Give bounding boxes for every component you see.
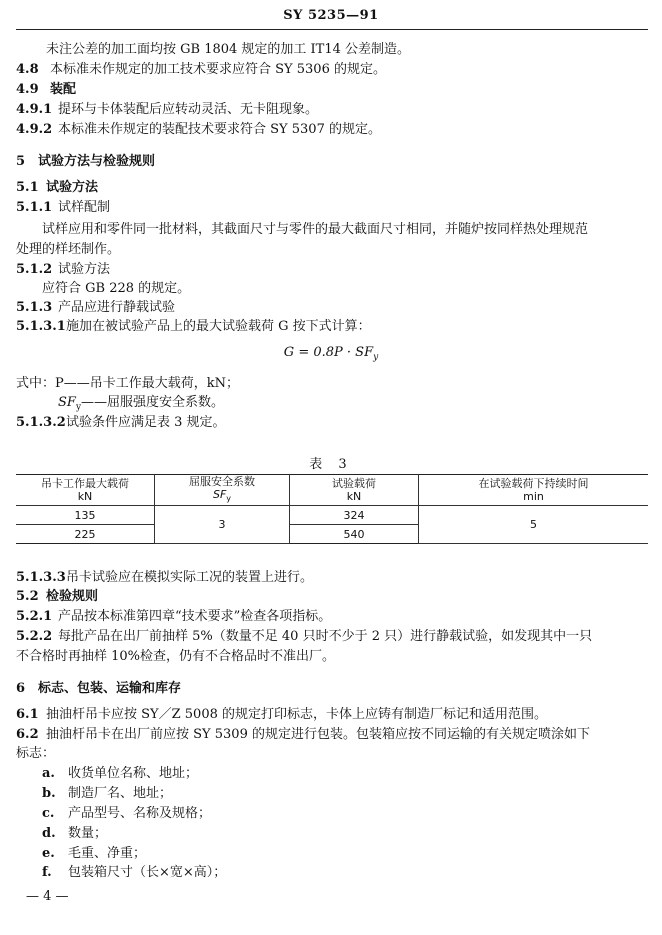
clause-5-1-3-2: 5.1.3.2试验条件应满足表 3 规定。 (16, 415, 226, 430)
paragraph-line: 应符合 GB 228 的规定。 (42, 281, 191, 296)
table-cell: 324 (290, 506, 419, 525)
clause-5-2-1: 5.2.1 产品按本标准第四章“技术要求”检查各项指标。 (16, 609, 332, 624)
table-header-cell: 吊卡工作最大载荷 kN (16, 475, 155, 506)
table-cell: 3 (155, 506, 290, 544)
list-item: d. 数量； (42, 826, 108, 841)
clause-5-1-2: 5.1.2 试验方法 (16, 262, 111, 277)
table-3 (16, 474, 648, 544)
section-5-heading: 5 试验方法与检验规则 (16, 154, 156, 169)
clause-5-2: 5.2 检验规则 (16, 589, 99, 604)
table-header-cell: 在试验载荷下持续时间 min (419, 475, 649, 506)
clause-4-9-2: 4.9.2 本标准未作规定的装配技术要求符合 SY 5307 的规定。 (16, 122, 381, 137)
where-sf-line: $SF_y——$屈服强度安全系数。 (58, 395, 225, 413)
clause-5-1-3-1: 5.1.3.1施加在被试验产品上的最大试验载荷 G 按下式计算： (16, 319, 371, 334)
paragraph-line: 试样应用和零件同一批材料，其截面尺寸与零件的最大截面尺寸相同，并随炉按同样热处理规范 (42, 222, 589, 237)
table-caption: 表 3 (309, 457, 353, 472)
table-cell: 225 (16, 525, 155, 544)
clause-5-2-2: 5.2.2 每批产品在出厂前抽样 5%（数量不足 40 只时不少于 2 只）进行静载试验，如发现其中一只 (16, 629, 593, 644)
list-item: a. 收货单位名称、地址； (42, 766, 199, 781)
list-item: c. 产品型号、名称及规格； (42, 806, 212, 821)
list-item: e. 毛重、净重； (42, 846, 147, 861)
equation: $G = 0.8P \cdot SF_y$ (283, 345, 379, 363)
paragraph-line: 处理的样坯制作。 (16, 242, 121, 257)
clause-5-1-3: 5.1.3 产品应进行静载试验 (16, 300, 176, 315)
page-header: SY 5235—91 (283, 8, 379, 23)
clause-4-9-1: 4.9.1 提环与卡体装配后应转动灵活、无卡阻现象。 (16, 102, 319, 117)
list-item: b. 制造厂名、地址； (42, 786, 173, 801)
header-rule (16, 29, 648, 30)
paragraph-line: 标志： (16, 746, 56, 761)
clause-5-1-3-3: 5.1.3.3吊卡试验应在模拟实际工况的装置上进行。 (16, 570, 314, 585)
clause-5-1: 5.1 试验方法 (16, 180, 99, 195)
section-6-heading: 6 标志、包装、运输和库存 (16, 681, 182, 696)
table-header-cell: 屈服安全系数 $SF_y$ (155, 475, 290, 506)
paragraph-line: 不合格时再抽样 10%检查，仍有不合格品时不准出厂。 (16, 649, 336, 664)
clause-6-1: 6.1 抽油杆吊卡应按 SY／Z 5008 的规定打印标志，卡体上应铸有制造厂标记和适用范围。 (16, 707, 548, 722)
where-p-line: 式中：P——吊卡工作最大载荷，kN； (16, 376, 240, 391)
table-cell: 540 (290, 525, 419, 544)
page-number: — 4 — (26, 889, 69, 904)
table-cell: 135 (16, 506, 155, 525)
paragraph-line: 未注公差的加工面均按 GB 1804 规定的加工 IT14 公差制造。 (46, 42, 411, 57)
clause-5-1-1: 5.1.1 试样配制 (16, 200, 111, 215)
table-row (16, 506, 648, 525)
clause-4-8: 4.8 本标准未作规定的加工技术要求应符合 SY 5306 的规定。 (16, 62, 386, 77)
table-cell: 5 (419, 506, 649, 544)
table-header-cell: 试验载荷 kN (290, 475, 419, 506)
clause-6-2: 6.2 抽油杆吊卡在出厂前应按 SY 5309 的规定进行包装。包装箱应按不同运输的有关规定喷涂如下 (16, 727, 590, 742)
clause-4-9: 4.9 装配 (16, 82, 77, 97)
list-item: f. 包装箱尺寸（长×宽×高）； (42, 865, 227, 880)
